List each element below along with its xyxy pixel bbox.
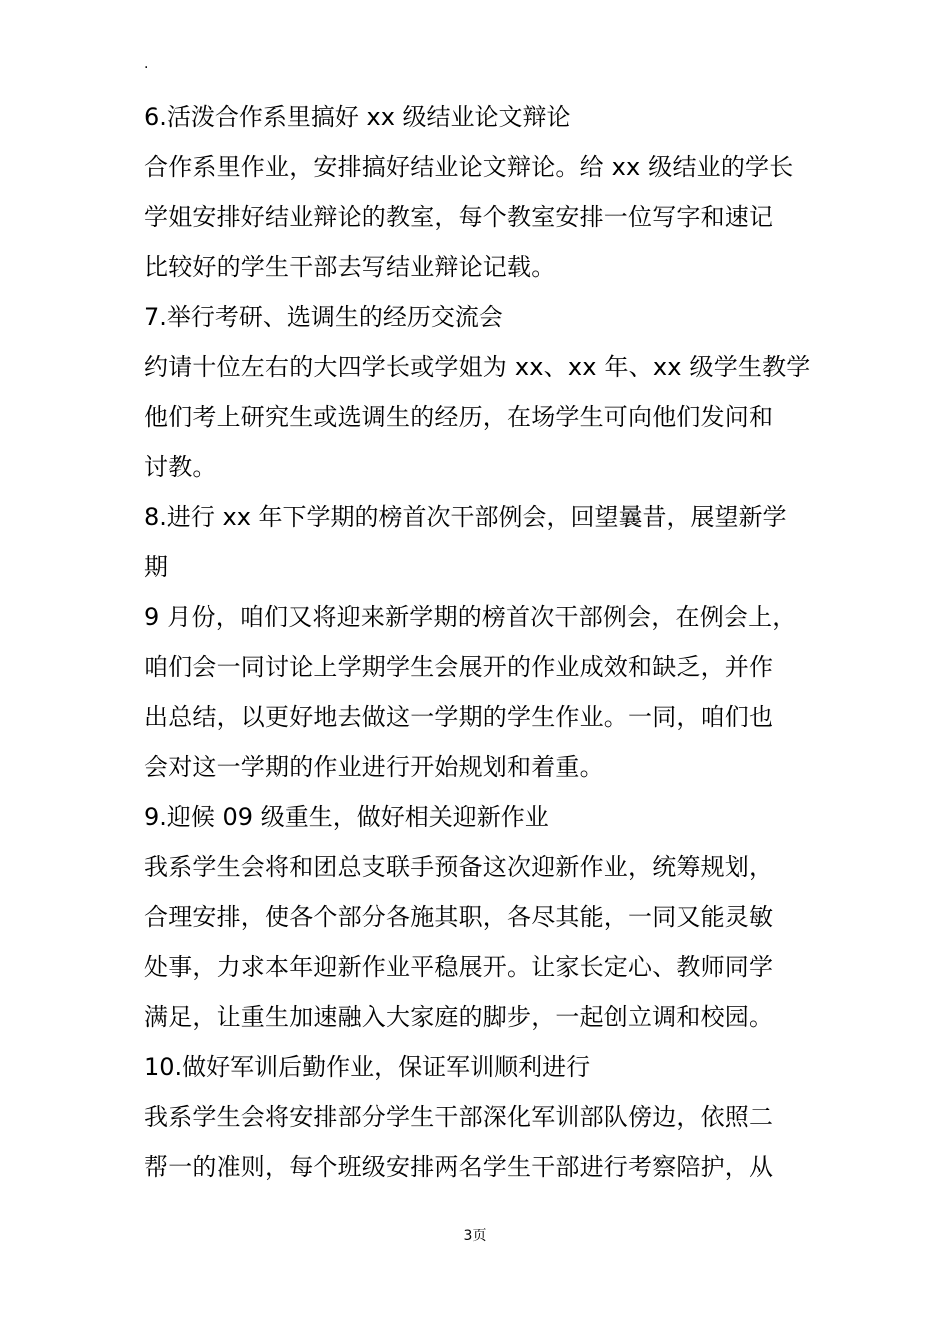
- paragraph-line: 咱们会一同讨论上学期学生会展开的作业成效和缺乏，并作: [144, 653, 774, 681]
- paragraph-line: 满足，让重生加速融入大家庭的脚步，一起创立调和校园。: [144, 1003, 774, 1031]
- page-number: 3页: [463, 1228, 487, 1244]
- paragraph-line: 处事，力求本年迎新作业平稳展开。让家长定心、教师同学: [144, 953, 774, 981]
- section-heading-7: 7.举行考研、选调生的经历交流会: [144, 303, 503, 331]
- paragraph-line: 出总结，以更好地去做这一学期的学生作业。一同，咱们也: [144, 703, 774, 731]
- paragraph-line: 学姐安排好结业辩论的教室，每个教室安排一位写字和速记: [144, 203, 774, 231]
- paragraph-line: 我系学生会将安排部分学生干部深化军训部队傍边，依照二: [144, 1103, 774, 1131]
- paragraph-line: 比较好的学生干部去写结业辩论记载。: [144, 253, 556, 281]
- paragraph-line: 9 月份，咱们又将迎来新学期的榜首次干部例会，在例会上，: [144, 603, 797, 631]
- paragraph-line: 合理安排，使各个部分各施其职，各尽其能，一同又能灵敏: [144, 903, 774, 931]
- paragraph-line: 约请十位左右的大四学长或学姐为 xx、xx 年、xx 级学生教学: [144, 353, 811, 381]
- paragraph-line: 他们考上研究生或选调生的经历，在场学生可向他们发问和: [144, 403, 774, 431]
- section-heading-6: 6.活泼合作系里搞好 xx 级结业论文辩论: [144, 103, 571, 131]
- paragraph-line: 帮一的准则，每个班级安排两名学生干部进行考察陪护，从: [144, 1153, 774, 1181]
- document-body: [144, 92, 810, 1192]
- section-heading-10: 10.做好军训后勤作业，保证军训顺利进行: [144, 1053, 591, 1081]
- section-heading-9: 9.迎候 09 级重生，做好相关迎新作业: [144, 803, 549, 831]
- section-heading-8: 8.进行 xx 年下学期的榜首次干部例会，回望曩昔，展望新学: [144, 503, 787, 531]
- section-heading-8-continued: 期: [144, 553, 168, 581]
- paragraph-line: 我系学生会将和团总支联手预备这次迎新作业，统筹规划，: [144, 853, 774, 881]
- paragraph-line: 会对这一学期的作业进行开始规划和着重。: [144, 753, 604, 781]
- paragraph-line: 合作系里作业，安排搞好结业论文辩论。给 xx 级结业的学长: [144, 153, 794, 181]
- header-mark: .: [144, 56, 149, 72]
- paragraph-line: 讨教。: [144, 453, 217, 481]
